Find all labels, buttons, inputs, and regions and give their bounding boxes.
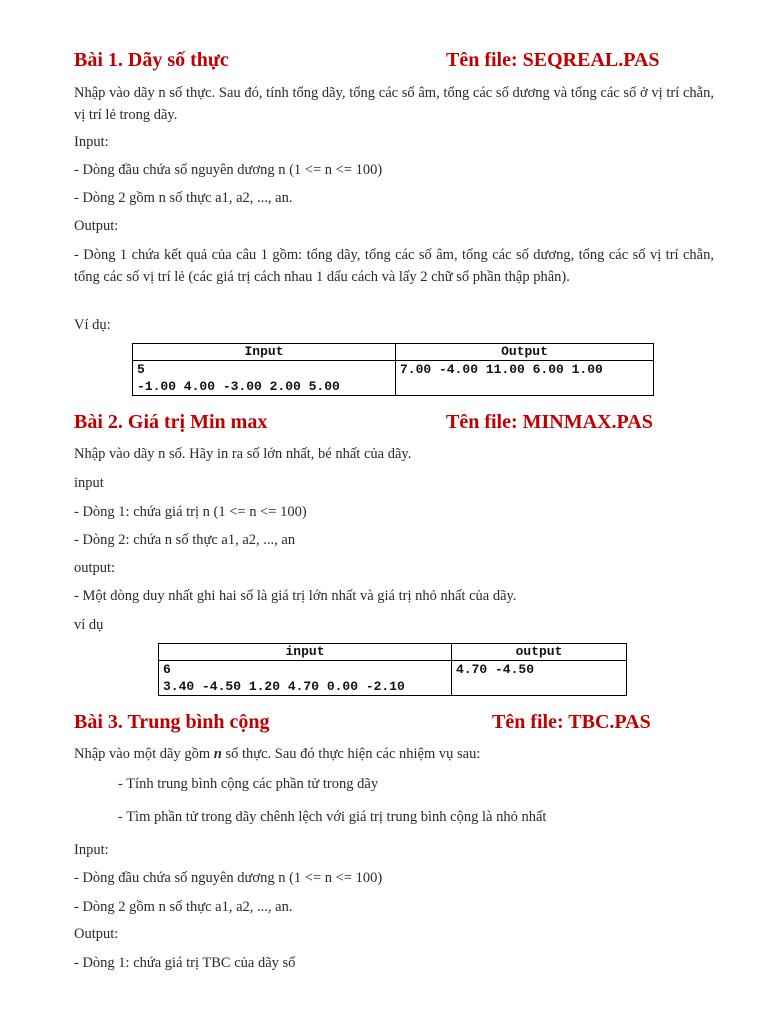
section-1-filename: Tên file: SEQREAL.PAS — [446, 49, 660, 71]
section-1-example-label: Ví dụ: — [74, 317, 111, 333]
table-row — [133, 361, 654, 396]
section-1-title: Bài 1. Dãy số thực — [74, 49, 229, 71]
section-3-task-1: - Tính trung bình cộng các phần tử trong dãy — [118, 776, 379, 792]
output-line: 4.70 -4.50 — [456, 662, 535, 677]
input-line: 3.40 -4.50 1.20 4.70 0.00 -2.10 — [163, 679, 405, 694]
input-line: 5 — [137, 362, 145, 377]
table-header-row — [159, 644, 627, 661]
input-line: 6 — [163, 662, 171, 677]
section-3-task-2: - Tìm phần tử trong dãy chênh lệch với giá trị trung bình cộng là nhỏ nhất — [118, 809, 547, 825]
section-1-input-label: Input: — [74, 134, 109, 150]
section-2-input-line-2: - Dòng 2: chứa n số thực a1, a2, ..., an — [74, 532, 296, 548]
section-3-input-line-1: - Dòng đầu chứa số nguyên dương n (1 <= n <= 100) — [74, 870, 383, 886]
table-header-input: Input — [133, 344, 396, 361]
table-header-input: input — [159, 644, 452, 661]
table-cell-input — [159, 661, 452, 696]
section-1-output-text: - Dòng 1 chứa kết quả của câu 1 gồm: tổng dãy, tổng các số âm, tổng các số dương, tổng các số vị trí chẵn, tổng các số vị trí lẻ (các giá trị cách nhau 1 dấu cách và lấy 2 chữ số phần thập phân). — [74, 247, 714, 285]
section-3-output-text: - Dòng 1: chứa giá trị TBC của dãy số — [74, 955, 296, 971]
section-2-description: Nhập vào dãy n số. Hãy in ra số lớn nhất, bé nhất của dãy. — [74, 446, 412, 462]
section-2-input-line-1: - Dòng 1: chứa giá trị n (1 <= n <= 100) — [74, 504, 307, 520]
table-header-output: Output — [396, 344, 654, 361]
section-2-example-table — [158, 643, 627, 696]
input-line: -1.00 4.00 -3.00 2.00 5.00 — [137, 379, 340, 394]
section-1-input-line-1: - Dòng đầu chứa số nguyên dương n (1 <= n <= 100) — [74, 162, 383, 178]
output-line: 7.00 -4.00 11.00 6.00 1.00 — [400, 362, 603, 377]
section-2-title: Bài 2. Giá trị Min max — [74, 411, 268, 433]
section-1-description: Nhập vào dãy n số thực. Sau đó, tính tổng dãy, tổng các số âm, tổng các số dương và tổng các số ở vị trí chẵn, vị trí lẻ trong dãy. — [74, 85, 714, 123]
description-text: Nhập vào một dãy gồm — [74, 746, 214, 762]
table-header-output: output — [452, 644, 627, 661]
table-cell-output — [396, 361, 654, 396]
section-1-example-table — [132, 343, 654, 396]
section-3-title: Bài 3. Trung bình cộng — [74, 711, 270, 733]
section-2-input-label: input — [74, 475, 104, 491]
section-3-filename: Tên file: TBC.PAS — [492, 711, 651, 733]
section-3-output-label: Output: — [74, 926, 119, 942]
section-3-description — [74, 743, 480, 765]
section-2-example-label: ví dụ — [74, 617, 104, 633]
section-1-input-line-2: - Dòng 2 gồm n số thực a1, a2, ..., an. — [74, 190, 293, 206]
section-2-output-text: - Một dòng duy nhất ghi hai số là giá trị lớn nhất và giá trị nhỏ nhất của dãy. — [74, 588, 517, 604]
section-1-output-label: Output: — [74, 218, 119, 234]
section-3-input-label: Input: — [74, 842, 109, 858]
table-cell-input — [133, 361, 396, 396]
table-header-row — [133, 344, 654, 361]
section-2-output-label: output: — [74, 560, 116, 576]
section-3-input-line-2: - Dòng 2 gồm n số thực a1, a2, ..., an. — [74, 899, 293, 915]
table-row — [159, 661, 627, 696]
variable-n: n — [213, 746, 222, 762]
description-text: số thực. Sau đó thực hiện các nhiệm vụ sau: — [221, 746, 481, 762]
table-cell-output — [452, 661, 627, 696]
section-2-filename: Tên file: MINMAX.PAS — [446, 411, 653, 433]
